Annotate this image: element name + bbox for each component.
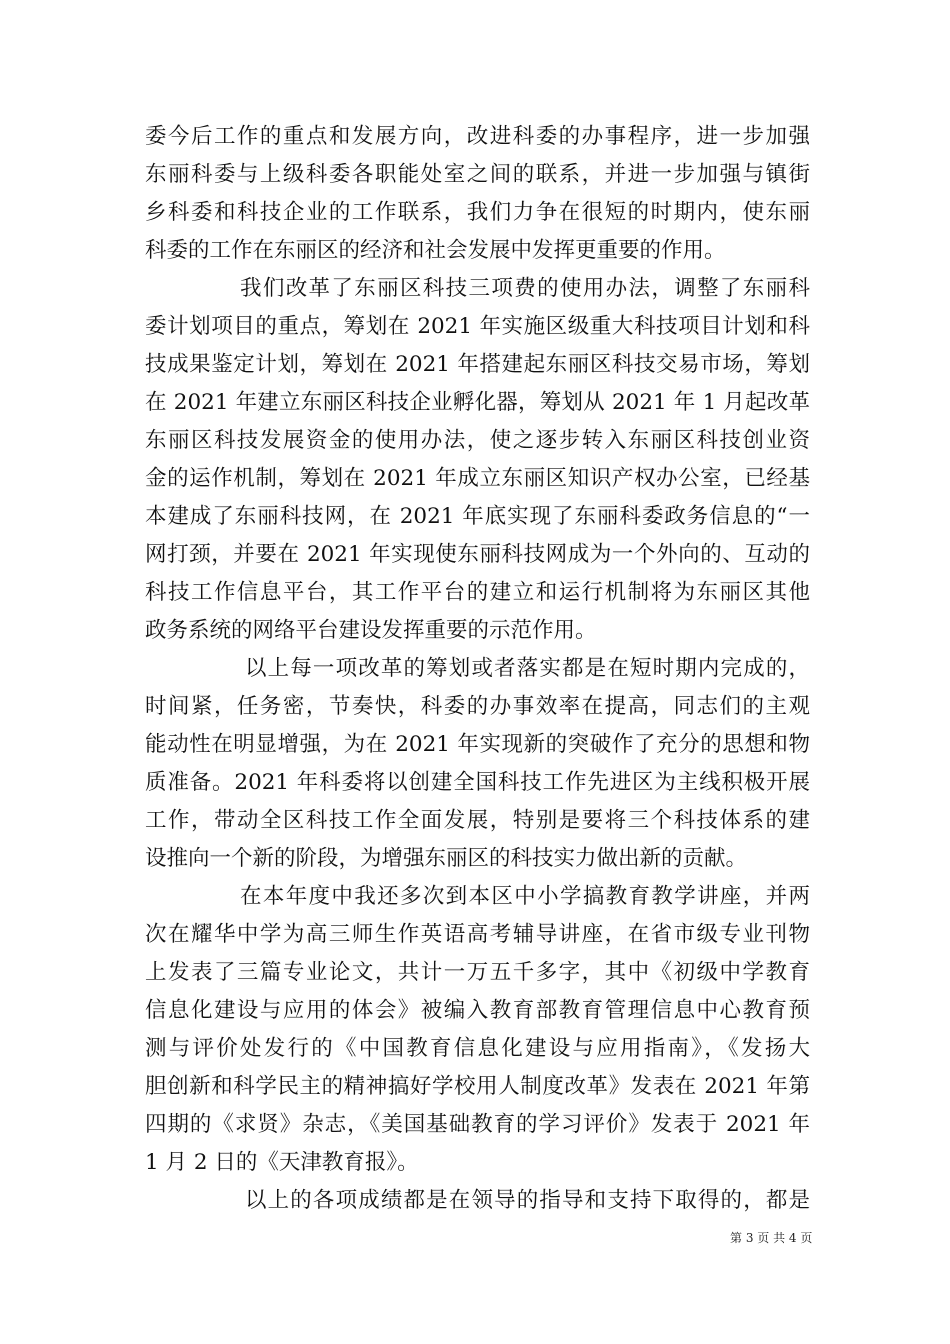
paragraph-1-line-2: 东丽科委与上级科委各职能处室之间的联系，并进一步加强与镇街 [145,162,810,187]
paragraph-2-line-5: 东丽区科技发展资金的使用办法，使之逐步转入东丽区科技创业资 [145,428,810,453]
paragraph-4-line-2: 次在耀华中学为高三师生作英语高考辅导讲座，在省市级专业刊物 [145,922,810,947]
paragraph-1-line-1: 委今后工作的重点和发展方向，改进科委的办事程序，进一步加强 [145,124,810,149]
paragraph-4-line-5: 测与评价处发行的《中国教育信息化建设与应用指南》，《发扬大 [145,1036,810,1061]
paragraph-2-line-3: 技成果鉴定计划，筹划在 2021 年搭建起东丽区科技交易市场，筹划 [145,352,810,377]
paragraph-2-line-10: 政务系统的网络平台建设发挥重要的示范作用。 [145,618,597,643]
paragraph-2-line-9: 科技工作信息平台，其工作平台的建立和运行机制将为东丽区其他 [145,580,810,605]
paragraph-2-line-1: 我们改革了东丽区科技三项费的使用办法，调整了东丽科 [240,276,810,301]
paragraph-4-line-3: 上发表了三篇专业论文，共计一万五千多字，其中《初级中学教育 [145,960,810,985]
paragraph-3-line-3: 能动性在明显增强，为在 2021 年实现新的突破作了充分的思想和物 [145,732,810,757]
paragraph-2-line-4: 在 2021 年建立东丽区科技企业孵化器，筹划从 2021 年 1 月起改革 [145,390,810,415]
paragraph-3-line-6: 设推向一个新的阶段，为增强东丽区的科技实力做出新的贡献。 [145,846,748,871]
paragraph-2-line-8: 网打颈，并要在 2021 年实现使东丽科技网成为一个外向的、互动的 [145,542,810,567]
paragraph-4-line-1: 在本年度中我还多次到本区中小学搞教育教学讲座，并两 [240,884,810,909]
paragraph-2-line-7: 本建成了东丽科技网，在 2021 年底实现了东丽科委政务信息的“一 [145,504,810,529]
paragraph-4-line-7: 四期的《求贤》杂志，《美国基础教育的学习评价》发表于 2021 年 [145,1112,810,1137]
paragraph-3-line-2: 时间紧，任务密，节奏快，科委的办事效率在提高，同志们的主观 [145,694,810,719]
paragraph-1-line-3: 乡科委和科技企业的工作联系，我们力争在很短的时期内，使东丽 [145,200,810,225]
page-number-footer: 第 3 页 共 4 页 [730,1231,813,1245]
paragraph-3-line-4: 质准备。2021 年科委将以创建全国科技工作先进区为主线积极开展 [145,770,810,795]
paragraph-3-line-1: 以上每一项改革的筹划或者落实都是在短时期内完成的， [245,656,810,681]
paragraph-1-line-4: 科委的工作在东丽区的经济和社会发展中发挥更重要的作用。 [145,238,726,263]
paragraph-2-line-6: 金的运作机制，筹划在 2021 年成立东丽区知识产权办公室，已经基 [145,466,810,491]
paragraph-2-line-2: 委计划项目的重点，筹划在 2021 年实施区级重大科技项目计划和科 [145,314,810,339]
paragraph-4-line-4: 信息化建设与应用的体会》被编入教育部教育管理信息中心教育预 [145,998,810,1023]
paragraph-5-line-1: 以上的各项成绩都是在领导的指导和支持下取得的，都是 [245,1188,810,1213]
paragraph-3-line-5: 工作，带动全区科技工作全面发展，特别是要将三个科技体系的建 [145,808,810,833]
paragraph-4-line-8: 1 月 2 日的《天津教育报》。 [145,1150,419,1175]
paragraph-4-line-6: 胆创新和科学民主的精神搞好学校用人制度改革》发表在 2021 年第 [145,1074,810,1099]
